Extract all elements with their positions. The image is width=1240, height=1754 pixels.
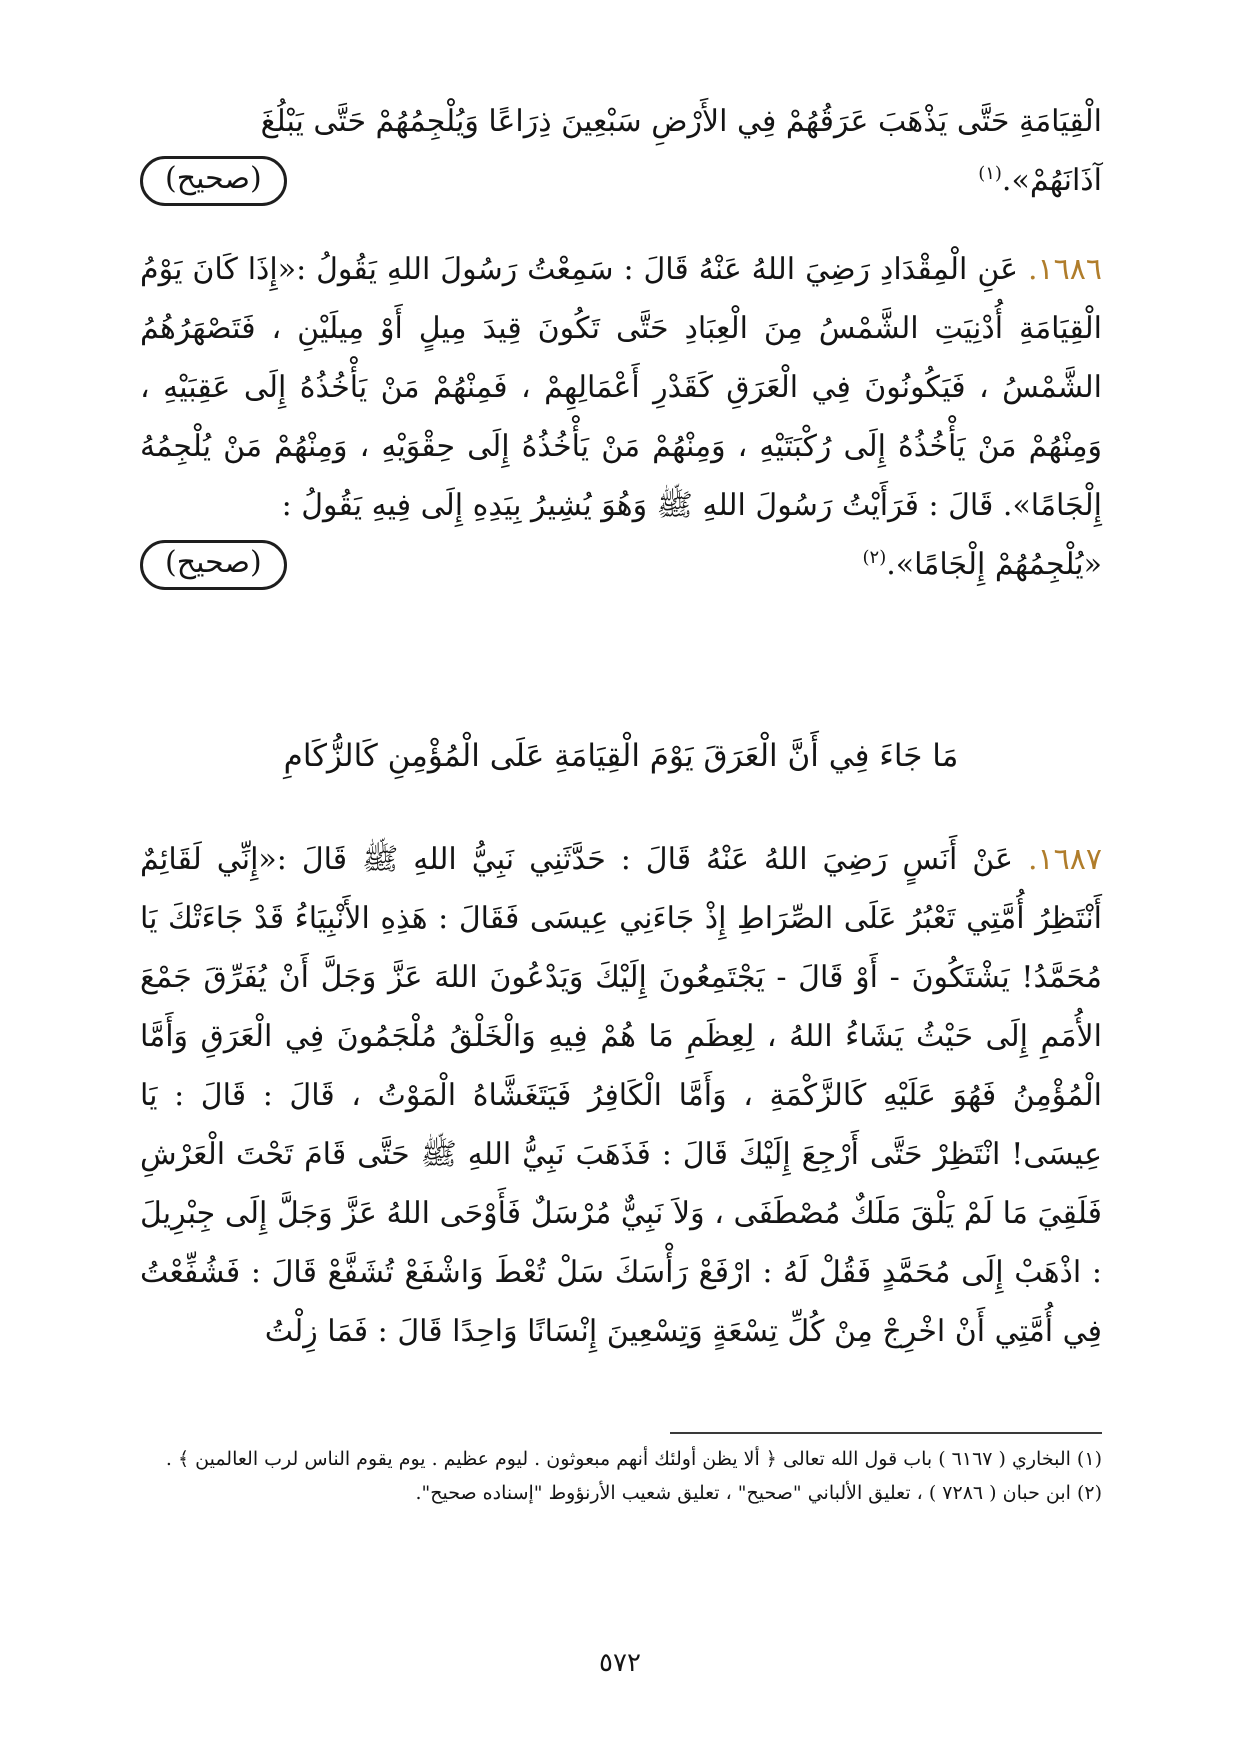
hadith-number: ١٦٨٧. [1028,842,1102,877]
page-number: ٥٧٢ [599,1648,641,1678]
footnote-2: (٢) ابن حبان ( ٧٢٨٦ ) ، تعليق الألباني "صحيح" ، تعليق شعيب الأرنؤوط "إسناده صحيح". [415,1482,1102,1504]
intro-last-words: آذَانَهُمْ». [1001,163,1102,198]
grade-badge: (صحيح) [140,540,287,590]
hadith-1687-text: عَنْ أَنَسٍ رَضِيَ اللهُ عَنْهُ قَالَ : حَدَّثَنِي نَبِيُّ اللهِ ﷺ قَالَ :«إِنِّي لَقَائِمٌ أَنْتَظِرُ أُمَّتِي تَعْبُرُ عَلَى الصِّرَاطِ إِذْ جَاءَنِي عِيسَى فَقَالَ : هَذِهِ الأَنْبِيَاءُ قَدْ جَاءَتْكَ يَا مُحَمَّدُ! يَشْتَكُونَ - أَوْ قَالَ - يَجْتَمِعُونَ إِلَيْكَ وَيَدْعُونَ اللهَ عَزَّ وَجَلَّ أَنْ يُفَرِّقَ جَمْعَ الأُمَمِ إِلَى حَيْثُ يَشَاءُ اللهُ ، لِعِظَمِ مَا هُمْ فِيهِ وَالْخَلْقُ مُلْجَمُونَ فِي الْعَرَقِ وَأَمَّا الْمُؤْمِنُ فَهُوَ عَلَيْهِ كَالزَّكْمَةِ ، وَأَمَّا الْكَافِرُ فَيَتَغَشَّاهُ الْمَوْتُ ، قَالَ : قَالَ : يَا عِيسَى! انْتَظِرْ حَتَّى أَرْجِعَ إِلَيْكَ قَالَ : فَذَهَبَ نَبِيُّ اللهِ ﷺ حَتَّى قَامَ تَحْتَ الْعَرْشِ فَلَقِيَ مَا لَمْ يَلْقَ مَلَكٌ مُصْطَفَى ، وَلاَ نَبِيٌّ مُرْسَلٌ فَأَوْحَى اللهُ عَزَّ وَجَلَّ إِلَى جِبْرِيلَ : اذْهَبْ إِلَى مُحَمَّدٍ فَقُلْ لَهُ : ارْفَعْ رَأْسَكَ سَلْ تُعْطَ وَاشْفَعْ تُشَفَّعْ قَالَ : فَشُفِّعْتُ فِي أُمَّتِي أَنْ اخْرِجْ مِنْ كُلِّ تِسْعَةٍ وَتِسْعِينَ إِنْسَانًا وَاحِدًا قَالَ : فَمَا زِلْتُ [140,842,1103,1349]
hadith-1686-text: عَنِ الْمِقْدَادِ رَضِيَ اللهُ عَنْهُ قَالَ : سَمِعْتُ رَسُولَ اللهِ يَقُولُ :«إِذَا كَانَ يَوْمُ الْقِيَامَةِ أُدْنِيَتِ الشَّمْسُ مِنَ الْعِبَادِ حَتَّى تَكُونَ قِيدَ مِيلٍ أَوْ مِيلَيْنِ ، فَتَصْهَرُهُمُ الشَّمْسُ ، فَيَكُونُونَ فِي الْعَرَقِ كَقَدْرِ أَعْمَالِهِمْ ، فَمِنْهُمْ مَنْ يَأْخُذُهُ إِلَى عَقِبَيْهِ ، وَمِنْهُمْ مَنْ يَأْخُذُهُ إِلَى رُكْبَتَيْهِ ، وَمِنْهُمْ مَنْ يَأْخُذُهُ إِلَى حِقْوَيْهِ ، وَمِنْهُمْ مَنْ يُلْجِمُهُ إِلْجَامًا». قَالَ : فَرَأَيْتُ رَسُولَ اللهِ ﷺ وَهُوَ يُشِيرُ بِيَدِهِ إِلَى فِيهِ يَقُولُ : [140,252,1102,523]
intro-block [140,92,1102,210]
hadith-1686-body [140,240,1102,535]
intro-line: الْقِيَامَةِ حَتَّى يَذْهَبَ عَرَقُهُمْ فِي الأَرْضِ سَبْعِينَ ذِرَاعًا وَيُلْجِمُهُمْ حَتَّى يَبْلُغَ [260,104,1102,139]
hadith-1687-body [140,830,1102,1361]
footnote-divider [670,1432,1102,1434]
chapter-title: مَا جَاءَ فِي أَنَّ الْعَرَقَ يَوْمَ الْقِيَامَةِ عَلَى الْمُؤْمِنِ كَالزُّكَامِ [283,738,959,774]
hadith-1686-closing-row [140,535,1102,594]
intro-closing-text [978,151,1102,210]
footnote-ref-1[interactable]: (١) [978,163,1002,184]
footnote-1: (١) البخاري ( ٦١٦٧ ) باب قول الله تعالى ﴿ ألا يظن أولئك أنهم مبعوثون . ليوم عظيم . يوم يقوم الناس لرب العالمين ﴾ . [165,1448,1102,1470]
footnote-ref-2[interactable]: (٢) [862,547,887,568]
hadith-1687 [140,830,1102,1361]
hadith-1686-closing-text [863,535,1103,594]
grade-badge: (صحيح) [140,156,287,206]
footnotes [140,1442,1102,1510]
hadith-number: ١٦٨٦. [1028,252,1102,287]
hadith-1686 [140,240,1102,594]
hadith-1686-last-words: «يُلْجِمُهُمْ إِلْجَامًا». [886,547,1102,582]
intro-closing-row [140,151,1102,210]
